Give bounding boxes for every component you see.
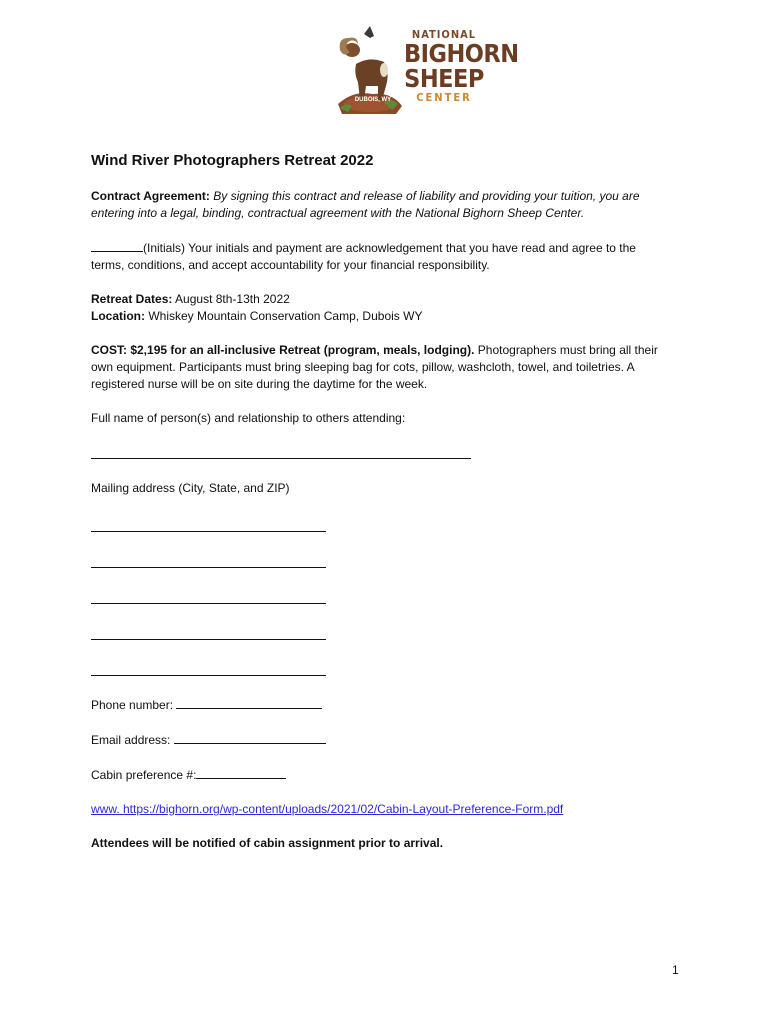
page-number: 1	[672, 963, 679, 977]
cabin-form-link-row	[91, 801, 671, 818]
email-label: Email address:	[91, 733, 171, 747]
phone-field[interactable]	[176, 696, 322, 709]
cost-label: COST: $2,195 for an all-inclusive Retreat (program, meals, lodging).	[91, 343, 475, 357]
phone-label: Phone number:	[91, 698, 174, 712]
logo-bighorn: BIGHORN	[404, 39, 519, 68]
dates-value: August 8th-13th 2022	[175, 292, 290, 306]
fullname-label: Full name of person(s) and relationship to others attending:	[91, 411, 406, 425]
page-title: Wind River Photographers Retreat 2022	[91, 152, 374, 169]
document-body	[91, 152, 671, 852]
cabin-row	[91, 766, 671, 784]
bighorn-sheep-icon	[334, 24, 404, 120]
cabin-field[interactable]	[196, 766, 286, 779]
bighorn-sheep-logo	[334, 24, 519, 120]
email-row	[91, 731, 671, 749]
cost-paragraph	[91, 342, 671, 393]
logo-national: NATIONAL	[411, 28, 477, 41]
phone-row	[91, 696, 671, 714]
initials-field[interactable]	[91, 239, 143, 252]
contract-paragraph	[91, 188, 671, 222]
cabin-form-link[interactable]: www. https://bighorn.org/wp-content/uploads/2021/02/Cabin-Layout-Preference-Form.pdf	[91, 802, 564, 816]
logo-wordmark	[404, 28, 519, 104]
retreat-location	[91, 308, 671, 325]
mailing-label: Mailing address (City, State, and ZIP)	[91, 481, 290, 495]
initials-text: (Initials) Your initials and payment are acknowledgement that you have read and agree to the terms, conditions, and accept accountability for your financial responsibility.	[91, 241, 636, 272]
contract-text: By signing this contract and release of liability and providing your tuition, you are entering into a legal, binding, contractual agreement with the National Bighorn Sheep Center.	[91, 189, 640, 220]
cabin-label: Cabin preference #:	[91, 768, 197, 782]
cabin-notice: Attendees will be notified of cabin assignment prior to arrival.	[91, 836, 444, 850]
retreat-dates	[91, 291, 671, 308]
dubois-banner: DUBOIS, WY	[354, 97, 392, 103]
contract-label: Contract Agreement:	[91, 189, 210, 203]
location-label: Location:	[91, 309, 145, 323]
logo-center: CENTER	[416, 91, 472, 104]
cost-text: Photographers must bring all their own equipment. Participants must bring sleeping bag for cots, pillow, washcloth, towel, and toiletries. A registered nurse will be on site during the daytime for the week.	[91, 343, 658, 391]
logo-sheep: SHEEP	[404, 64, 484, 93]
initials-paragraph	[91, 239, 671, 274]
location-value: Whiskey Mountain Conservation Camp, Dubois WY	[148, 309, 423, 323]
email-field[interactable]	[174, 731, 326, 744]
dates-label: Retreat Dates:	[91, 292, 173, 306]
